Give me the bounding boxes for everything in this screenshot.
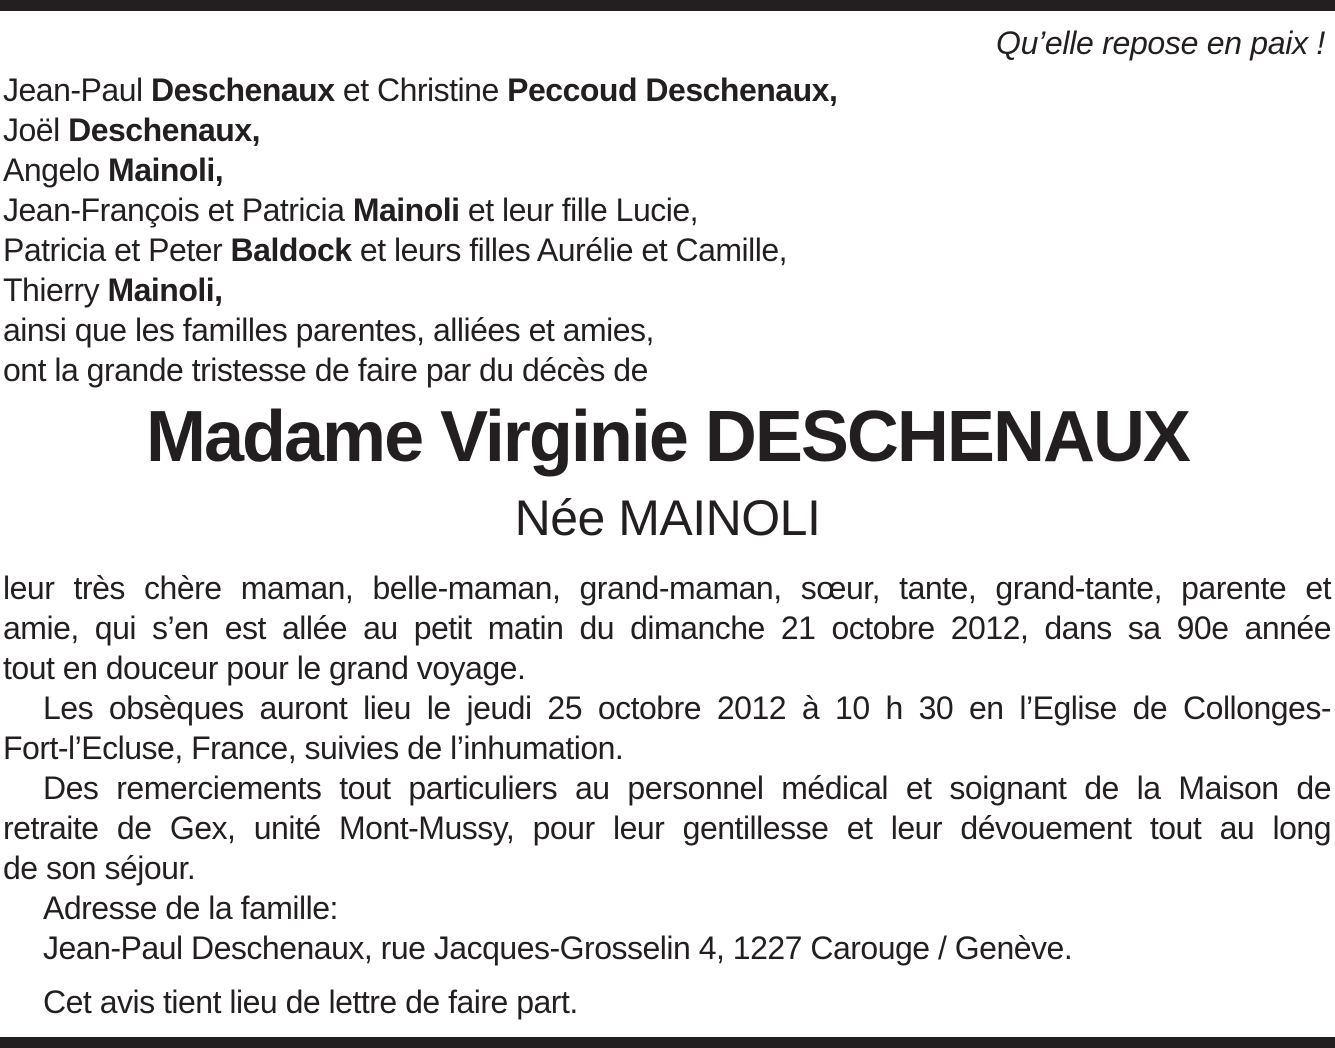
body-line: de son séjour.: [3, 850, 196, 886]
epitaph: Qu’elle repose en paix !: [995, 25, 1325, 61]
family-text: Angelo: [3, 152, 109, 188]
family-line: [3, 270, 1329, 310]
body-line: Jean-Paul Deschenaux, rue Jacques-Grosselin 4, 1227 Carouge / Genève.: [43, 930, 1073, 966]
family-text: et leurs filles Aurélie et Camille,: [351, 232, 788, 268]
family-line: [3, 70, 1329, 110]
body-line: Les obsèques auront lieu le jeudi 25 octobre 2012 à 10 h 30 en l’Eglise de Collonges-: [43, 690, 1331, 726]
family-text: Joël: [3, 112, 69, 148]
body-line: Cet avis tient lieu de lettre de faire part.: [43, 984, 578, 1020]
body-line: retraite de Gex, unité Mont-Mussy, pour leur gentillesse et leur dévouement tout au long: [3, 810, 1331, 846]
family-line: [3, 150, 1329, 190]
family-text: Patricia et Peter: [3, 232, 231, 268]
top-rule: [0, 0, 1335, 11]
family-line: [3, 310, 1329, 350]
family-surname: Peccoud Deschenaux,: [507, 72, 838, 108]
family-line: [3, 190, 1329, 230]
family-surname: Deschenaux: [150, 72, 335, 108]
body-line: leur très chère maman, belle-maman, grand-maman, sœur, tante, grand-tante, parente et: [3, 570, 1331, 606]
body-line: Adresse de la famille:: [43, 890, 338, 926]
maiden-name: Née MAINOLI: [514, 490, 821, 546]
bottom-rule: [0, 1037, 1335, 1048]
family-text: et Christine: [334, 72, 508, 108]
family-text: Jean-Paul: [3, 72, 151, 108]
body-line: Fort-l’Ecluse, France, suivies de l’inhumation.: [3, 730, 624, 766]
family-text: Thierry: [3, 272, 108, 308]
family-line: [3, 110, 1329, 150]
body-line: Des remerciements tout particuliers au personnel médical et soignant de la Maison de: [43, 770, 1331, 806]
family-text: et leur fille Lucie,: [459, 192, 699, 228]
family-text: ont la grande tristesse de faire par du décès de: [3, 352, 648, 388]
body-line: tout en douceur pour le grand voyage.: [3, 650, 526, 686]
family-line: [3, 350, 1329, 390]
body-line: amie, qui s’en est allée au petit matin du dimanche 21 octobre 2012, dans sa 90e année: [3, 610, 1331, 646]
family-surname: Mainoli: [352, 192, 460, 228]
family-line: [3, 230, 1329, 270]
deceased-name: Madame Virginie DESCHENAUX: [146, 397, 1189, 477]
family-lines: [0, 70, 1335, 390]
family-surname: Mainoli,: [107, 272, 223, 308]
family-text: ainsi que les familles parentes, alliées et amies,: [3, 312, 654, 348]
family-surname: Mainoli,: [108, 152, 224, 188]
family-surname: Baldock: [230, 232, 352, 268]
family-text: Jean-François et Patricia: [3, 192, 353, 228]
notice-content: [0, 11, 1335, 1022]
body-lines: [0, 568, 1335, 1022]
family-surname: Deschenaux,: [68, 112, 261, 148]
